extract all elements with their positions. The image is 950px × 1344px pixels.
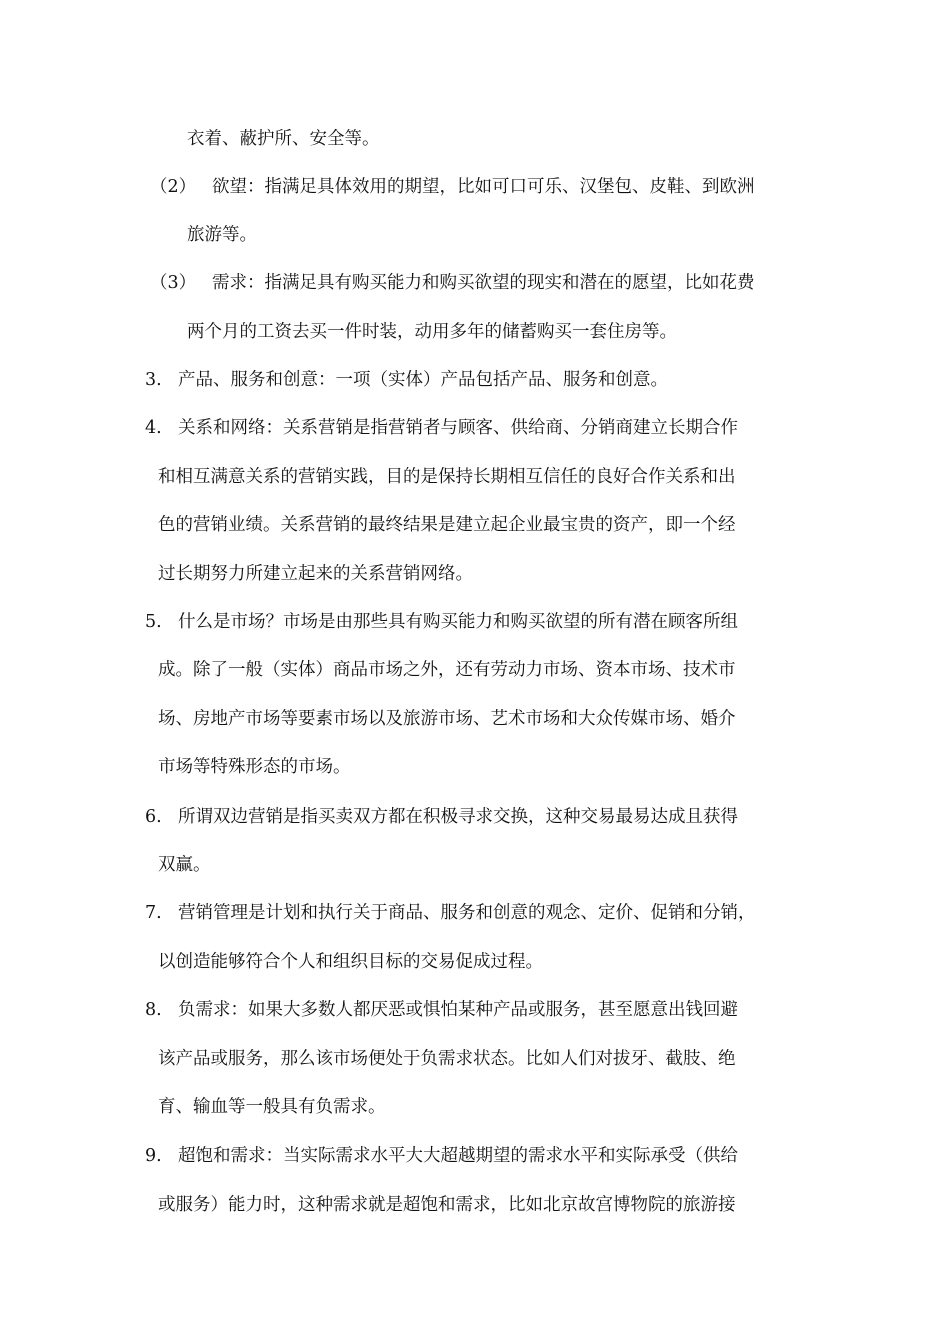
list-item-line: 双赢。	[158, 855, 211, 875]
sub-item-number: （3）	[150, 273, 197, 293]
list-item-line: 成。除了一般（实体）商品市场之外，还有劳动力市场、资本市场、技术市	[158, 660, 736, 680]
list-item-number: 8.	[145, 1000, 162, 1020]
list-item-line: 或服务）能力时，这种需求就是超饱和需求，比如北京故宫博物院的旅游接	[158, 1195, 736, 1215]
list-item-number: 9.	[145, 1146, 162, 1166]
list-item-line: 负需求：如果大多数人都厌恶或惧怕某种产品或服务，甚至愿意出钱回避	[178, 1000, 738, 1020]
continuation-line: 衣着、蔽护所、安全等。	[187, 129, 380, 149]
list-item-line: 超饱和需求：当实际需求水平大大超越期望的需求水平和实际承受（供给	[178, 1146, 738, 1166]
list-item-line: 市场等特殊形态的市场。	[158, 757, 351, 777]
list-item-line: 关系和网络：关系营销是指营销者与顾客、供给商、分销商建立长期合作	[178, 418, 738, 438]
list-item-line: 营销管理是计划和执行关于商品、服务和创意的观念、定价、促销和分销，	[178, 903, 756, 923]
list-item-number: 7.	[145, 903, 162, 923]
sub-item-line: 欲望：指满足具体效用的期望，比如可口可乐、汉堡包、皮鞋、到欧洲	[212, 177, 755, 197]
list-item-number: 3.	[145, 370, 162, 390]
list-item-line: 所谓双边营销是指买卖双方都在积极寻求交换，这种交易最易达成且获得	[178, 807, 738, 827]
list-item-line: 色的营销业绩。关系营销的最终结果是建立起企业最宝贵的资产，即一个经	[158, 515, 736, 535]
list-item-line: 该产品或服务，那么该市场便处于负需求状态。比如人们对拔牙、截肢、绝	[158, 1049, 736, 1069]
sub-item-number: （2）	[150, 177, 197, 197]
list-item-line: 和相互满意关系的营销实践，目的是保持长期相互信任的良好合作关系和出	[158, 467, 736, 487]
list-item-line: 过长期努力所建立起来的关系营销网络。	[158, 564, 473, 584]
sub-item-line: 旅游等。	[187, 225, 257, 245]
list-item-number: 4.	[145, 418, 162, 438]
list-item-line: 什么是市场？市场是由那些具有购买能力和购买欲望的所有潜在顾客所组	[178, 612, 738, 632]
list-item-line: 产品、服务和创意：一项（实体）产品包括产品、服务和创意。	[178, 370, 668, 390]
list-item-number: 5.	[145, 612, 162, 632]
sub-item-line: 两个月的工资去买一件时装，动用多年的储蓄购买一套住房等。	[187, 322, 677, 342]
list-item-line: 以创造能够符合个人和组织目标的交易促成过程。	[158, 952, 543, 972]
list-item-number: 6.	[145, 807, 162, 827]
list-item-line: 场、房地产市场等要素市场以及旅游市场、艺术市场和大众传媒市场、婚介	[158, 709, 736, 729]
sub-item-line: 需求：指满足具有购买能力和购买欲望的现实和潜在的愿望，比如花费	[212, 273, 755, 293]
list-item-line: 育、输血等一般具有负需求。	[158, 1097, 386, 1117]
